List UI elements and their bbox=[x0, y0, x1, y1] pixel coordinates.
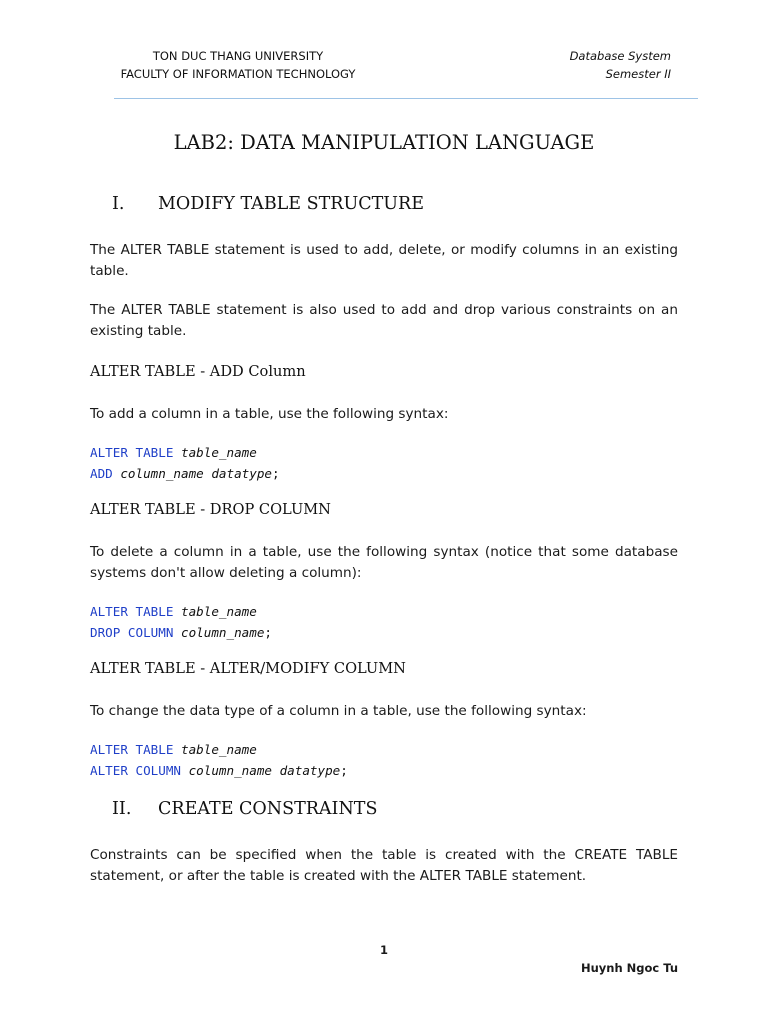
code-keyword: DROP COLUMN bbox=[90, 625, 174, 640]
code-block-drop bbox=[90, 601, 272, 643]
faculty-name: FACULTY OF INFORMATION TECHNOLOGY bbox=[120, 67, 356, 81]
section-2-title: CREATE CONSTRAINTS bbox=[158, 799, 378, 819]
header-course-info bbox=[570, 47, 671, 83]
section-2-number: II. bbox=[112, 799, 132, 819]
code-keyword: ALTER COLUMN bbox=[90, 763, 181, 778]
code-argument: column_name datatype bbox=[120, 466, 272, 481]
document-title: LAB2: DATA MANIPULATION LANGUAGE bbox=[173, 131, 595, 154]
page-number: 1 bbox=[379, 943, 388, 957]
header-institution bbox=[118, 47, 358, 83]
section-2-heading bbox=[112, 799, 377, 819]
paragraph: To change the data type of a column in a table, use the following syntax: bbox=[90, 703, 587, 719]
paragraph: To delete a column in a table, use the following syntax (notice that some database systems don't allow deleting a column): bbox=[90, 544, 678, 581]
paragraph: To add a column in a table, use the following syntax: bbox=[90, 406, 449, 422]
code-keyword: ALTER TABLE bbox=[90, 742, 174, 757]
paragraph: The ALTER TABLE statement is used to add, delete, or modify columns in an existing table. bbox=[90, 242, 678, 279]
subsection-modify-heading: ALTER TABLE - ALTER/MODIFY COLUMN bbox=[90, 660, 406, 677]
paragraph: The ALTER TABLE statement is also used to add and drop various constraints on an existing table. bbox=[90, 302, 678, 339]
code-keyword: ADD bbox=[90, 466, 113, 481]
code-argument: table_name bbox=[181, 604, 257, 619]
code-terminator: ; bbox=[340, 763, 348, 778]
code-block-modify bbox=[90, 739, 348, 781]
section-1-heading bbox=[112, 194, 424, 214]
course-name: Database System bbox=[569, 49, 671, 63]
code-argument: column_name bbox=[181, 625, 265, 640]
subsection-drop-heading: ALTER TABLE - DROP COLUMN bbox=[90, 501, 331, 518]
header-divider bbox=[114, 98, 698, 99]
semester-label: Semester II bbox=[605, 67, 671, 81]
paragraph: Constraints can be specified when the table is created with the CREATE TABLE statement, or after the table is created with the ALTER TABLE statement. bbox=[90, 847, 678, 884]
section-1-title: MODIFY TABLE STRUCTURE bbox=[158, 194, 424, 214]
code-terminator: ; bbox=[264, 625, 272, 640]
code-argument: table_name bbox=[181, 445, 257, 460]
code-argument: column_name datatype bbox=[188, 763, 341, 778]
author-name: Huynh Ngoc Tu bbox=[580, 961, 678, 975]
university-name: TON DUC THANG UNIVERSITY bbox=[152, 49, 324, 63]
code-keyword: ALTER TABLE bbox=[90, 604, 174, 619]
subsection-add-heading: ALTER TABLE - ADD Column bbox=[90, 363, 306, 380]
section-1-number: I. bbox=[112, 194, 125, 214]
code-argument: table_name bbox=[181, 742, 257, 757]
code-terminator: ; bbox=[272, 466, 280, 481]
code-keyword: ALTER TABLE bbox=[90, 445, 174, 460]
code-block-add bbox=[90, 442, 280, 484]
